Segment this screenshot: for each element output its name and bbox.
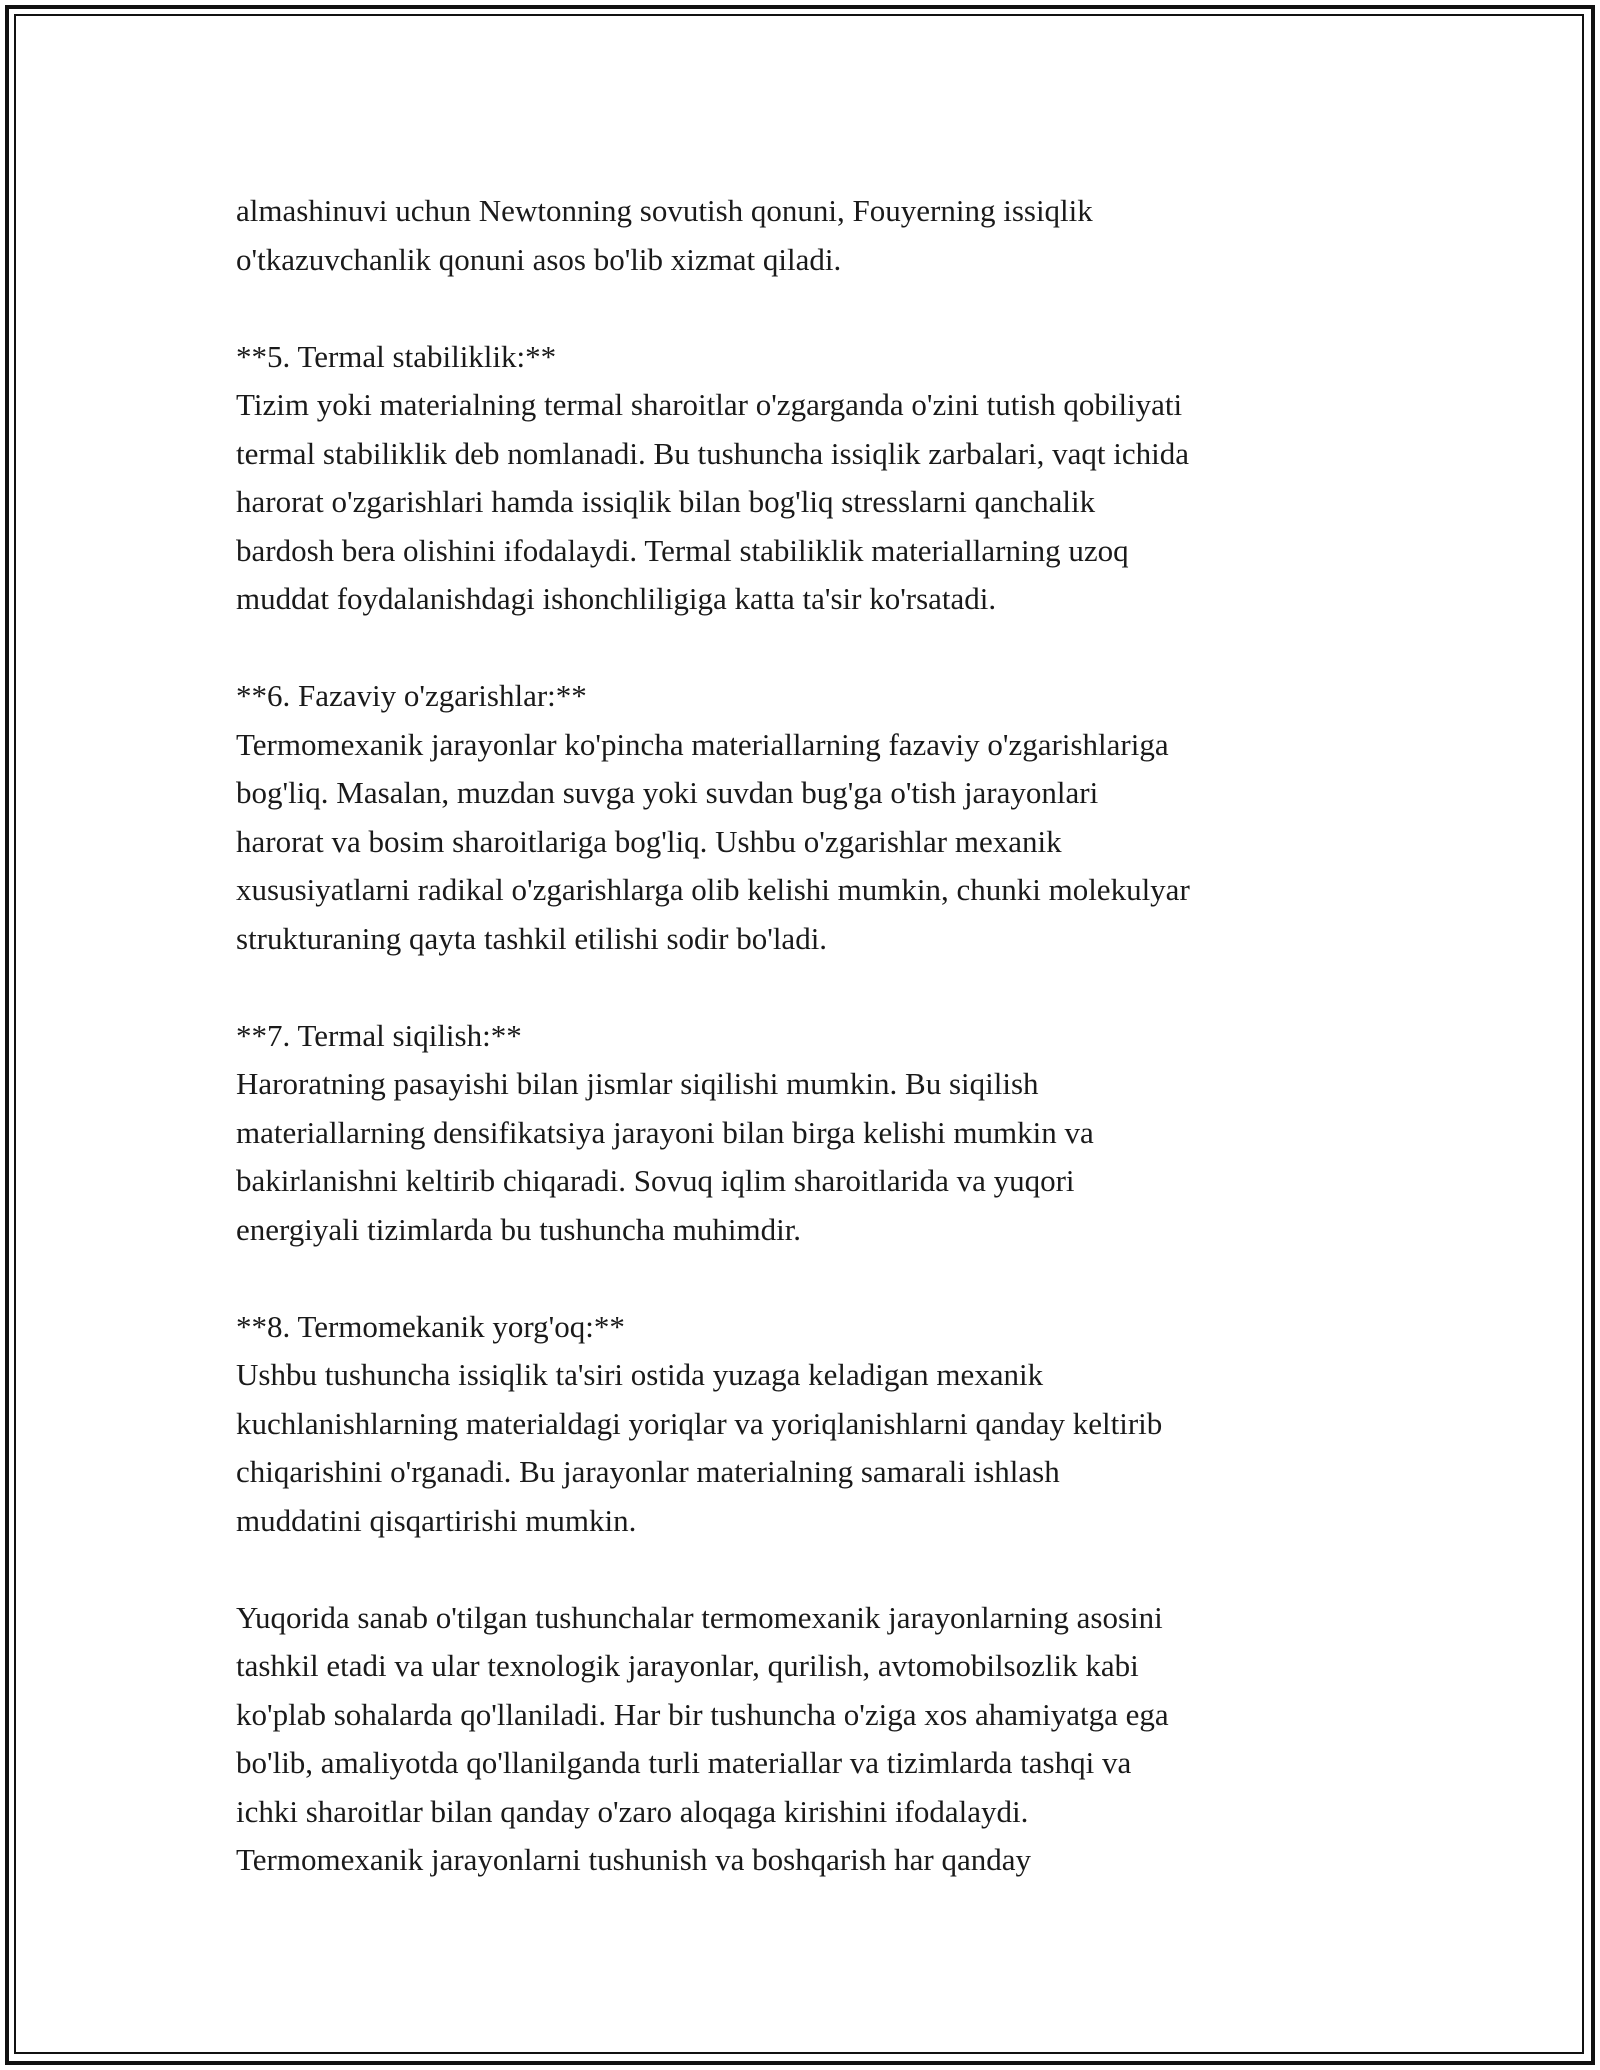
section-thermal-stability: **5. Termal stabiliklik:** Tizim yoki materialning termal sharoitlar o'zgarganda o'zini tutish qobiliyati termal stabiliklik deb nomlanadi. Bu tushuncha issiqlik zarbalari, vaqt ichida harorat o'zgarishlari hamda issiqlik bilan bog'liq stresslarni qanchalik bardosh bera olishini ifodalaydi. Termal stabiliklik materiallarning uzoq muddat foydalanishdagi ishonchliligiga katta ta'sir ko'rsatadi. [236, 338, 1190, 616]
paragraph-heat-transfer-laws: almashinuvi uchun Newtonning sovutish qonuni, Fouyerning issiqlik o'tkazuvchanlik qonuni asos bo'lib xizmat qiladi. [236, 193, 1093, 277]
document-body [236, 187, 1386, 1885]
section-thermomechanical-fatigue: **8. Termomekanik yorg'oq:** Ushbu tushuncha issiqlik ta'siri ostida yuzaga keladigan mexanik kuchlanishlarning materialdagi yoriqlar va yoriqlanishlarni qanday keltirib chiqarishini o'rganadi. Bu jarayonlar materialning samarali ishlash muddatini qisqartirishi mumkin. [236, 1308, 1163, 1538]
section-phase-changes: **6. Fazaviy o'zgarishlar:** Termomexanik jarayonlar ko'pincha materiallarning fazaviy o'zgarishlariga bog'liq. Masalan, muzdan suvga yoki suvdan bug'ga o'tish jarayonlari harorat va bosim sharoitlariga bog'liq. Ushbu o'zgarishlar mexanik xususiyatlarni radikal o'zgarishlarga olib kelishi mumkin, chunki molekulyar strukturaning qayta tashkil etilishi sodir bo'ladi. [236, 678, 1190, 956]
section-thermal-contraction: **7. Termal siqilish:** Haroratning pasayishi bilan jismlar siqilishi mumkin. Bu siqilish materiallarning densifikatsiya jarayoni bilan birga kelishi mumkin va bakirlanishni keltirib chiqaradi. Sovuq iqlim sharoitlarida va yuqori energiyali tizimlarda bu tushuncha muhimdir. [236, 1017, 1094, 1247]
paragraph-conclusion: Yuqorida sanab o'tilgan tushunchalar termomexanik jarayonlarning asosini tashkil etadi va ular texnologik jarayonlar, qurilish, avtomobilsozlik kabi ko'plab sohalarda qo'llaniladi. Har bir tushuncha o'ziga xos ahamiyatga ega bo'lib, amaliyotda qo'llanilganda turli materiallar va tizimlarda tashqi va ichki sharoitlar bilan qanday o'zaro aloqaga kirishini ifodalaydi. Termomexanik jarayonlarni tushunish va boshqarish har qanday [236, 1599, 1169, 1877]
